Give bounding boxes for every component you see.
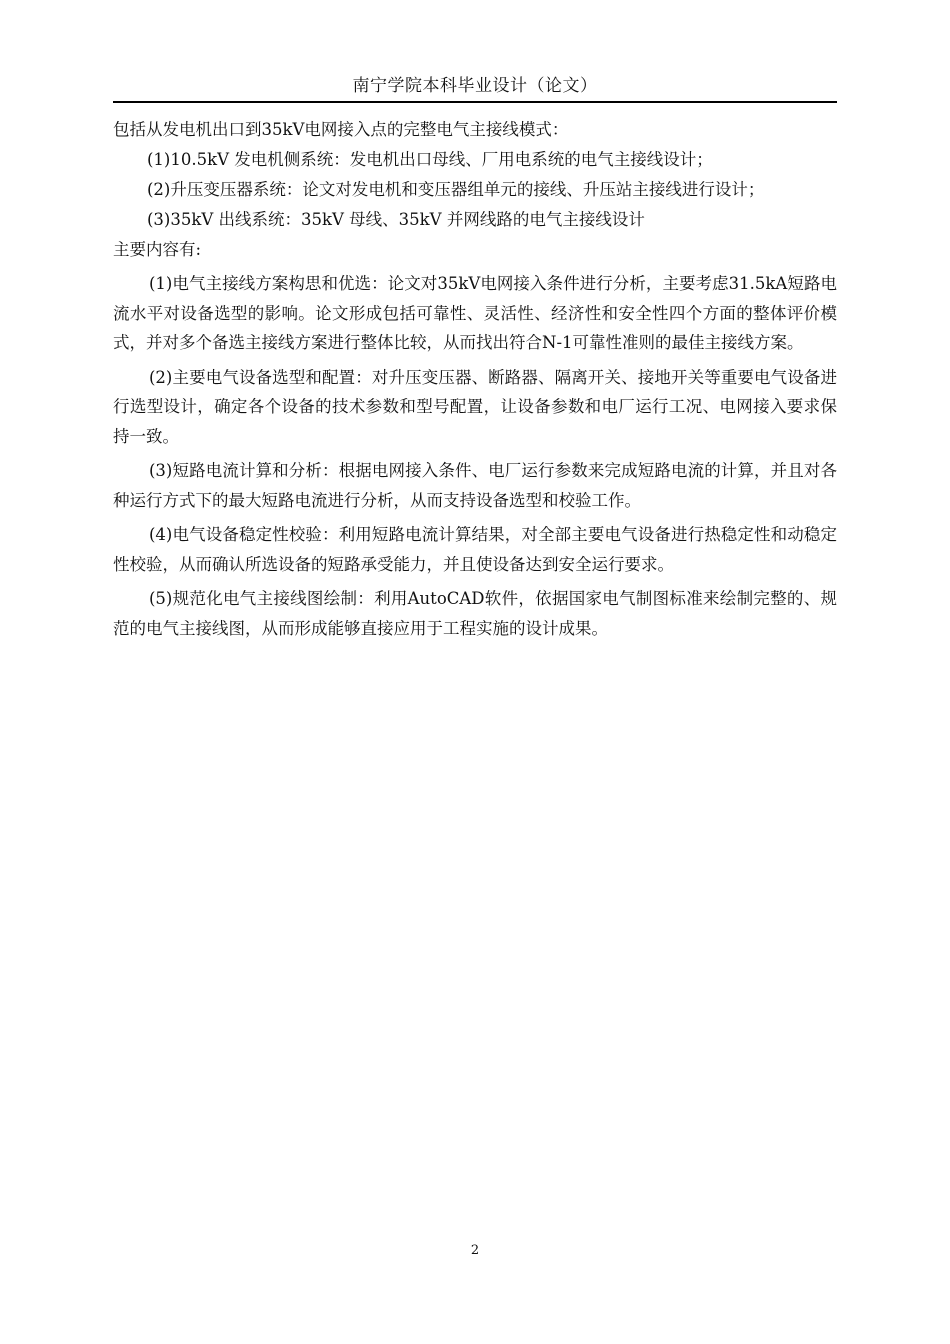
content-item-2: (2)主要电气设备选型和配置：对升压变压器、断路器、隔离开关、接地开关等重要电气设备进行选型设计，确定各个设备的技术参数和型号配置，让设备参数和电厂运行工况、电网接入要求保持一致。: [113, 367, 837, 446]
document-body: [113, 115, 837, 648]
scope-item-2: (2)升压变压器系统：论文对发电机和变压器组单元的接线、升压站主接线进行设计；: [147, 180, 765, 199]
content-item-5: (5)规范化电气主接线图绘制：利用AutoCAD软件，依据国家电气制图标准来绘制完整的、规范的电气主接线图，从而形成能够直接应用于工程实施的设计成果。: [113, 589, 837, 638]
scope-item-1: (1)10.5kV 发电机侧系统：发电机出口母线、厂用电系统的电气主接线设计；: [147, 150, 713, 169]
content-item-3: (3)短路电流计算和分析：根据电网接入条件、电厂运行参数来完成短路电流的计算，并且对各种运行方式下的最大短路电流进行分析，从而支持设备选型和校验工作。: [113, 461, 837, 510]
page-number: 2: [470, 1243, 480, 1258]
content-item-4: (4)电气设备稳定性校验：利用短路电流计算结果，对全部主要电气设备进行热稳定性和动稳定性校验，从而确认所选设备的短路承受能力，并且使设备达到安全运行要求。: [113, 525, 837, 574]
scope-item-3: (3)35kV 出线系统：35kV 母线、35kV 并网线路的电气主接线设计: [147, 210, 645, 229]
intro-paragraph: 包括从发电机出口到35kV电网接入点的完整电气主接线模式：: [113, 120, 569, 139]
page-header-title: 南宁学院本科毕业设计（论文）: [352, 76, 598, 96]
header-divider: [113, 101, 837, 103]
content-item-1: (1)电气主接线方案构思和优选：论文对35kV电网接入条件进行分析，主要考虑31.5kA短路电流水平对设备选型的影响。论文形成包括可靠性、灵活性、经济性和安全性四个方面的整体评价模式，并对多个备选主接线方案进行整体比较，从而找出符合N-1可靠性准则的最佳主接线方案。: [113, 274, 837, 352]
main-content-heading: 主要内容有:: [113, 240, 202, 259]
